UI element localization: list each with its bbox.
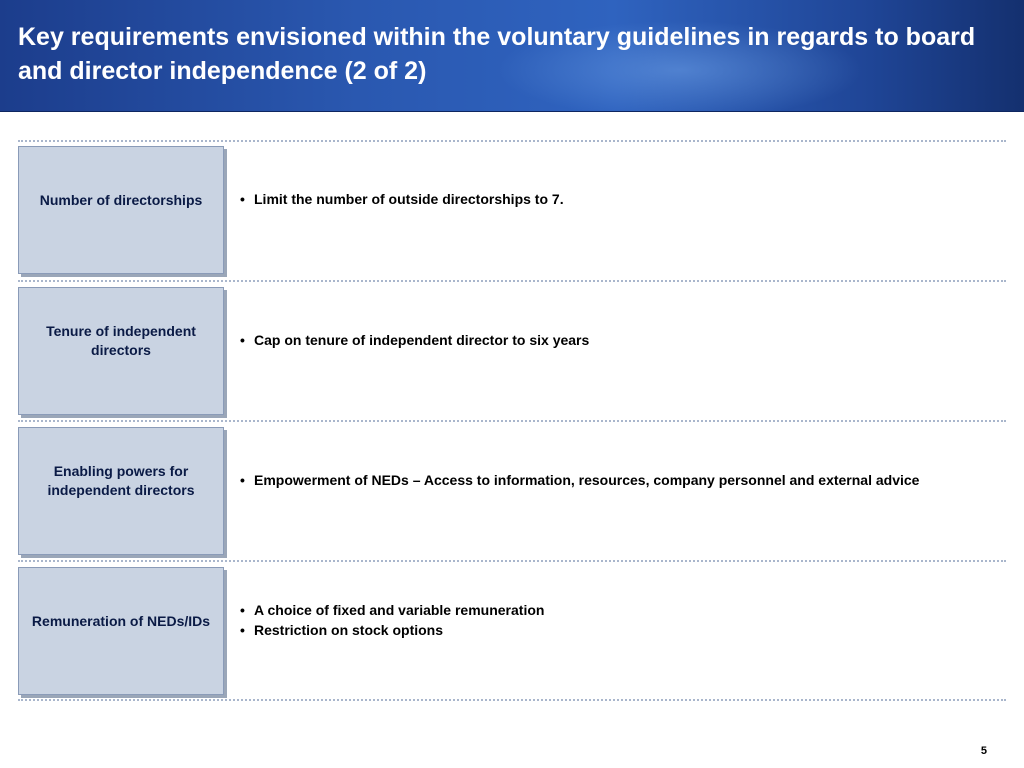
bullet-item: • Restriction on stock options: [240, 620, 1000, 640]
requirement-row-tenure: [18, 287, 1006, 417]
row-label-box: [18, 146, 224, 274]
page-number: 5: [980, 745, 987, 757]
requirement-row-remuneration: [18, 567, 1006, 697]
bullet-list: [240, 567, 1000, 693]
bullet-item: • Limit the number of outside directorships to 7.: [240, 189, 1000, 209]
bullet-item: • Cap on tenure of independent director to six years: [240, 330, 1000, 350]
bullet-list: [240, 427, 1000, 553]
row-label-box: [18, 567, 224, 695]
header-banner: [0, 0, 1024, 112]
dotted-divider: [18, 140, 1006, 142]
row-label-box: [18, 427, 224, 555]
bullet-item: • Empowerment of NEDs – Access to information, resources, company personnel and external advice: [240, 470, 1000, 490]
row-label: Remuneration of NEDs/IDs: [31, 612, 211, 629]
row-label-box: [18, 287, 224, 415]
dotted-divider: [18, 560, 1006, 562]
requirement-row-directorships: [18, 146, 1006, 276]
row-label: Tenure of independent directors: [46, 323, 196, 358]
requirement-row-enabling-powers: [18, 427, 1006, 557]
dotted-divider: [18, 280, 1006, 282]
row-label: Enabling powers for independent directors: [47, 463, 195, 498]
bullet-list: [240, 287, 1000, 413]
row-label: Number of directorships: [39, 191, 203, 208]
dotted-divider: [18, 420, 1006, 422]
dotted-divider: [18, 699, 1006, 701]
bullet-list: [240, 146, 1000, 272]
bullet-item: • A choice of fixed and variable remuneration: [240, 600, 1000, 620]
page-title: Key requirements envisioned within the voluntary guidelines in regards to board and director independence (2 of 2): [18, 23, 976, 85]
